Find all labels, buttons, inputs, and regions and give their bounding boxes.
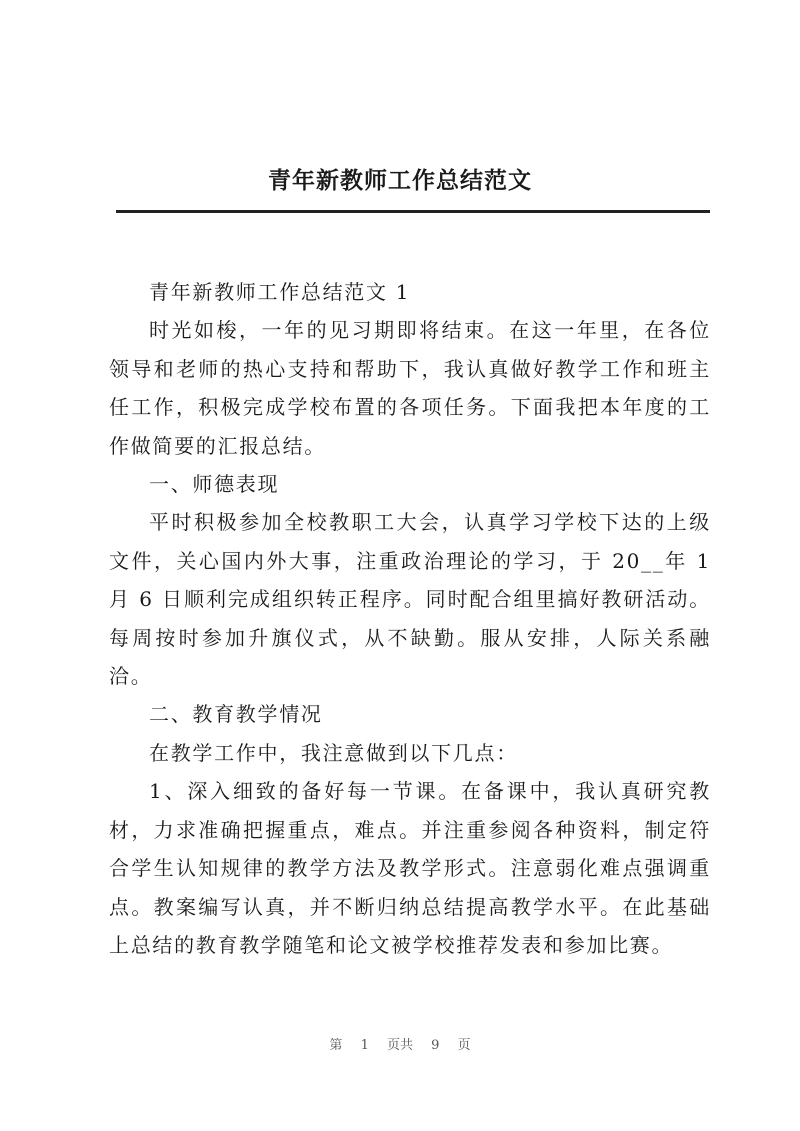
teaching-intro-paragraph: 在教学工作中，我注意做到以下几点：	[149, 740, 518, 765]
footer-page-total-label: 页共	[386, 1038, 413, 1053]
section-heading-teaching: 二、教育教学情况	[149, 702, 323, 727]
document-body	[109, 273, 711, 964]
footer-total-pages: 9	[431, 1038, 440, 1053]
page-footer	[0, 1034, 800, 1053]
footer-page-label: 第	[329, 1038, 343, 1053]
ethics-paragraph: 平时积极参加全校教职工大会，认真学习学校下达的上级文件，关心国内外大事，注重政治理论的学习，于 20__年 1 月 6 日顺利完成组织转正程序。同时配合组里搞好教研活动。每周按时参加升旗仪式，从不缺勤。服从安排，人际关系融洽。	[109, 510, 711, 689]
title-divider	[116, 210, 710, 213]
footer-page-suffix: 页	[457, 1038, 471, 1053]
page-title: 青年新教师工作总结范文	[268, 167, 532, 194]
teaching-point-1-paragraph: 1、深入细致的备好每一节课。在备课中，我认真研究教材，力求准确把握重点，难点。并注重参阅各种资料，制定符合学生认知规律的教学方法及教学形式。注意弱化难点强调重点。教案编写认真，并不断归纳总结提高教学水平。在此基础上总结的教育教学随笔和论文被学校推荐发表和参加比赛。	[109, 779, 711, 957]
section-heading-summary: 青年新教师工作总结范文 1	[149, 280, 411, 304]
intro-paragraph: 时光如梭，一年的见习期即将结束。在这一年里，在各位领导和老师的热心支持和帮助下，我认真做好教学工作和班主任工作，积极完成学校布置的各项任务。下面我把本年度的工作做简要的汇报总结。	[109, 318, 711, 458]
footer-current-page: 1	[360, 1038, 369, 1053]
section-heading-ethics: 一、师德表现	[149, 472, 280, 497]
